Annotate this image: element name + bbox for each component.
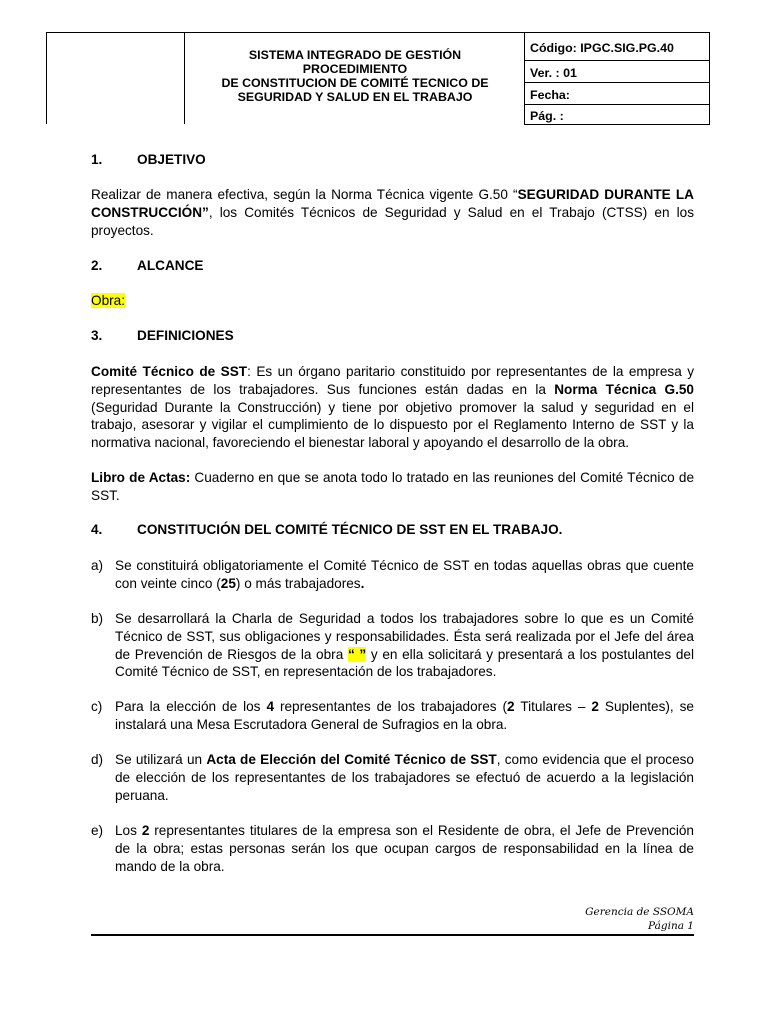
text-run: ) o más trabajadores — [235, 575, 361, 591]
list-item-e — [91, 822, 694, 875]
document-date: Fecha: — [530, 88, 570, 102]
title-line-3: DE CONSTITUCION DE COMITÉ TECNICO DE — [221, 76, 489, 90]
section-title: OBJETIVO — [137, 152, 206, 167]
footer-rule — [91, 934, 694, 936]
text-run: , los Comités Técnicos de Seguridad y Salud en el Trabajo (CTSS) en los proyectos. — [91, 204, 694, 238]
bold-run: Norma Técnica G.50 — [554, 381, 694, 397]
text-run: representantes titulares de la empresa son el Residente de obra, el Jefe de Prevención de la obra; estas personas serán los que ocupan cargos de responsabilidad en la línea de mando de la obra. — [115, 823, 694, 874]
footer-page-number: Página 1 — [648, 920, 694, 932]
highlighted-placeholder: “ ” — [347, 646, 367, 662]
header-row-line-4 — [524, 124, 710, 125]
section-heading-alcance — [91, 258, 203, 273]
text-run: Los — [115, 823, 142, 838]
text-run: Suplentes), se instalará una Mesa Escrutadora General de Sufragios en la obra. — [115, 699, 694, 732]
text-run: Para la elección de los — [115, 699, 267, 714]
header-divider-codes — [524, 32, 525, 124]
header-border-left — [46, 32, 47, 124]
section-heading-definiciones — [91, 328, 234, 343]
document-code: Código: IPGC.SIG.PG.40 — [530, 41, 674, 55]
title-line-4: SEGURIDAD Y SALUD EN EL TRABAJO — [237, 90, 473, 104]
list-item-b — [91, 610, 694, 681]
bold-run: 2 — [141, 823, 150, 838]
document-version: Ver. : 01 — [530, 66, 577, 80]
header-divider-logo — [184, 32, 185, 124]
list-item-d — [91, 751, 694, 804]
text-run: Se desarrollará la Charla de Seguridad a todos los trabajadores sobre lo que es un Comité Técnico de SST, sus obligaciones y responsabilidades. Ésta será realizada por el Jefe del área de Prevención de Riesgos de la obra — [115, 611, 694, 662]
text-run: representantes de los trabajadores ( — [274, 699, 508, 714]
list-text — [115, 610, 694, 681]
list-label: e) — [91, 823, 104, 838]
list-label: a) — [91, 558, 104, 573]
alcance-obra — [91, 292, 694, 310]
list-label: c) — [91, 699, 103, 714]
text-run: y en ella solicitará y presentará a los postulantes del Comité Técnico de SST, en representación de los trabajadores. — [115, 646, 694, 680]
document-page-field: Pág. : — [530, 109, 564, 123]
section-title: CONSTITUCIÓN DEL COMITÉ TÉCNICO DE SST EN EL TRABAJO. — [137, 522, 563, 537]
list-text — [115, 698, 694, 734]
section-title: ALCANCE — [137, 258, 204, 273]
definition-comite-tecnico — [91, 363, 694, 452]
section-number: 3. — [91, 328, 103, 343]
text-run: Realizar de manera efectiva, según la Norma Técnica vigente G.50 “ — [91, 187, 518, 202]
list-item-c — [91, 698, 694, 734]
bold-run: SEGURIDAD DURANTE LA CONSTRUCCIÓN” — [91, 187, 694, 220]
bold-run: 2 — [591, 699, 599, 714]
header-border-right — [709, 32, 710, 124]
highlighted-text: Obra: — [91, 293, 125, 308]
list-item-a — [91, 557, 694, 593]
definition-term: Comité Técnico de SST — [91, 364, 248, 379]
text-run: : Es un órgano paritario constituido por representantes de la empresa y representantes de los trabajadores. Sus funciones están dadas en la — [91, 364, 694, 397]
title-line-2: PROCEDIMIENTO — [302, 62, 408, 76]
list-label: b) — [91, 611, 104, 626]
bold-run: 2 — [507, 699, 515, 714]
section-title: DEFINICIONES — [137, 328, 234, 343]
document-header-table — [46, 32, 710, 125]
document-title — [186, 48, 524, 104]
section-heading-constitucion — [91, 522, 562, 537]
section-number: 2. — [91, 258, 103, 273]
header-row-line-3 — [524, 104, 710, 105]
text-run: Cuaderno en que se anota todo lo tratado en las reuniones del Comité Técnico de SST. — [91, 470, 694, 503]
bold-run: 25 — [220, 575, 236, 591]
list-label: d) — [91, 752, 104, 767]
definition-libro-actas — [91, 469, 694, 505]
section-number: 1. — [91, 152, 103, 167]
footer-department: Gerencia de SSOMA — [585, 906, 694, 918]
text-run: , como evidencia que el proceso de elección de los representantes de los trabajadores se efectuó de acuerdo a la legislación peruana. — [115, 752, 694, 803]
text-run: Se utilizará un — [115, 752, 207, 767]
bold-run: . — [360, 575, 365, 591]
text-run: (Seguridad Durante la Construcción) y tiene por objetivo promover la salud y seguridad en el trabajo, asesorar y vigilar el cumplimiento de lo dispuesto por el Reglamento Interno de SST y la normativa nacional, favoreciendo el bienestar laboral y apoyando el desarrollo de la obra. — [91, 399, 694, 451]
section-number: 4. — [91, 522, 103, 537]
header-border-top — [46, 32, 710, 33]
title-line-1: SISTEMA INTEGRADO DE GESTIÓN — [248, 48, 462, 62]
objetivo-paragraph — [91, 186, 694, 239]
list-text — [115, 822, 694, 875]
section-heading-objetivo — [91, 152, 206, 167]
list-text — [115, 751, 694, 804]
header-row-line-1 — [524, 60, 710, 61]
definition-term: Libro de Actas: — [91, 470, 191, 485]
header-row-line-2 — [524, 82, 710, 83]
bold-run: 4 — [266, 699, 274, 714]
list-text — [115, 557, 694, 593]
text-run: Se constituirá obligatoriamente el Comité Técnico de SST en todas aquellas obras que cuente con veinte cinco ( — [115, 558, 694, 591]
bold-run: Acta de Elección del Comité Técnico de SST — [206, 752, 497, 767]
text-run: Titulares – — [514, 699, 592, 714]
